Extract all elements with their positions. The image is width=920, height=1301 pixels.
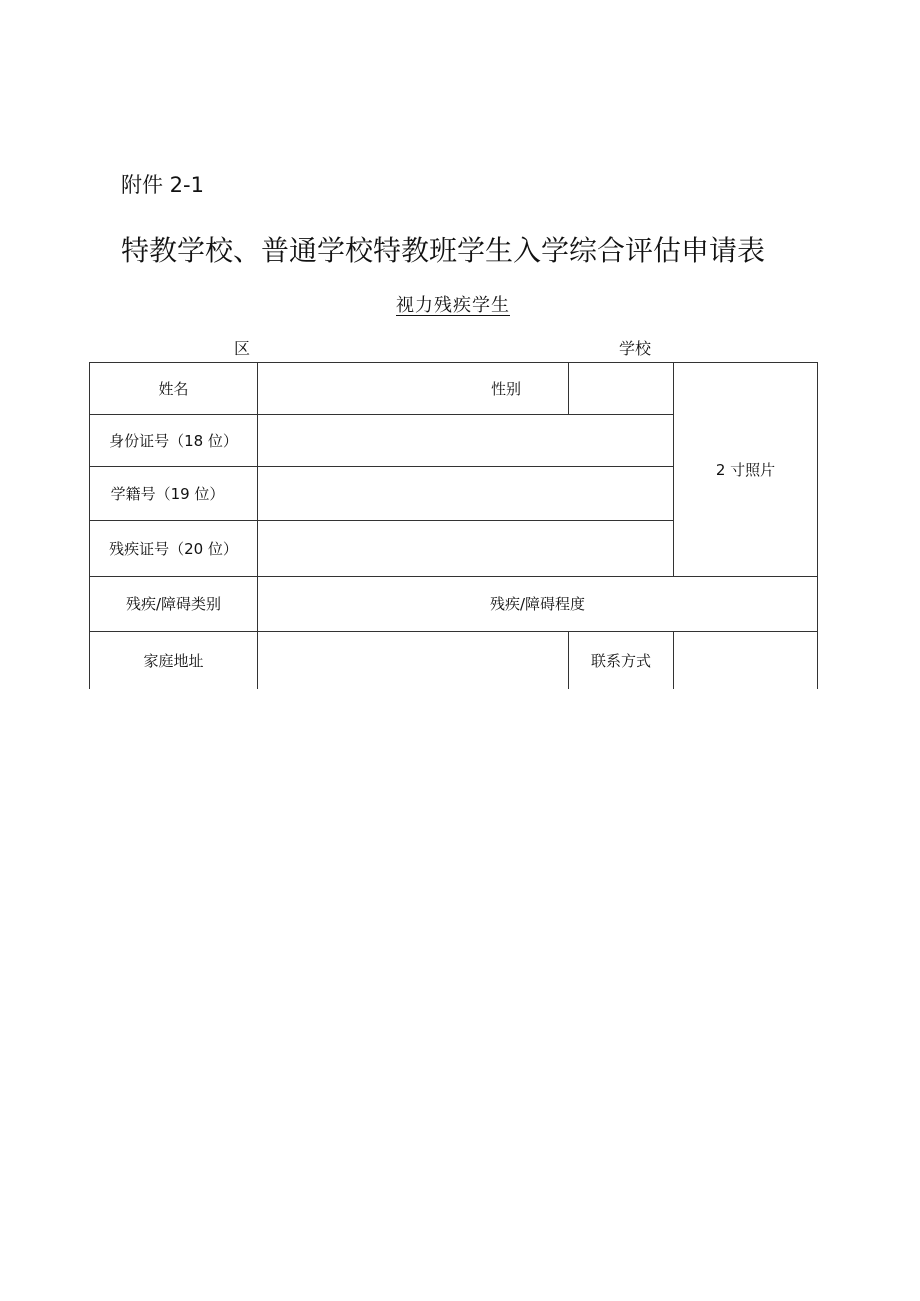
disability-cert-label: 残疾证号（20 位） bbox=[109, 539, 238, 558]
district-label: 区 bbox=[234, 339, 251, 358]
name-label: 姓名 bbox=[158, 379, 189, 398]
school-label: 学校 bbox=[619, 339, 652, 358]
student-number-field[interactable] bbox=[258, 467, 673, 520]
disability-degree-label: 残疾/障碍程度 bbox=[489, 595, 586, 613]
table-border-right bbox=[817, 362, 818, 689]
address-field[interactable] bbox=[258, 632, 568, 689]
address-label: 家庭地址 bbox=[143, 651, 204, 670]
student-number-label: 学籍号（19 位） bbox=[110, 484, 225, 503]
name-value-field[interactable] bbox=[258, 363, 476, 414]
disability-category-label: 残疾/障碍类别 bbox=[125, 595, 222, 613]
gender-label: 性别 bbox=[491, 379, 522, 398]
form-subtitle bbox=[0, 292, 906, 320]
subtitle-text: 视力残疾学生 bbox=[396, 295, 510, 316]
form-title: 特教学校、普通学校特教班学生入学综合评估申请表 bbox=[121, 234, 766, 267]
photo-placeholder[interactable]: 2 寸照片 bbox=[715, 460, 776, 479]
contact-field[interactable] bbox=[674, 632, 817, 689]
id-number-label: 身份证号（18 位） bbox=[109, 431, 238, 450]
attachment-label: 附件 2-1 bbox=[121, 173, 204, 197]
disability-cert-field[interactable] bbox=[258, 521, 673, 576]
id-number-field[interactable] bbox=[258, 415, 673, 466]
contact-label: 联系方式 bbox=[590, 651, 651, 670]
application-form-table bbox=[89, 362, 818, 689]
gender-value-field[interactable] bbox=[569, 363, 673, 414]
